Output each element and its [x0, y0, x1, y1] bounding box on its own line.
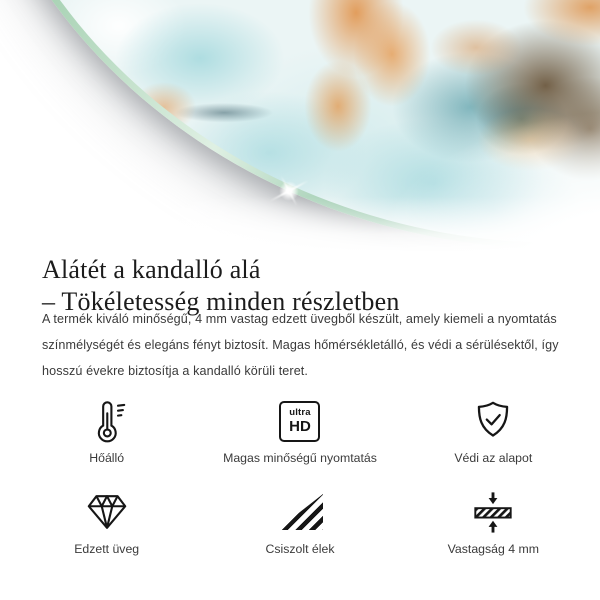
ultra-hd-icon-text-bottom: HD	[289, 417, 311, 435]
polished-edges-icon	[277, 489, 323, 535]
feature-grid	[10, 398, 590, 556]
feature-label: Hőálló	[89, 451, 125, 465]
feature-ultra-hd-print	[203, 398, 396, 465]
product-image	[0, 0, 600, 252]
feature-label: Edzett üveg	[74, 542, 140, 556]
title-line-2: – Tökéletesség minden részletben	[42, 287, 400, 317]
product-description	[42, 306, 594, 384]
shield-check-icon	[471, 398, 515, 444]
feature-thickness	[397, 489, 590, 556]
feature-polished-edges	[203, 489, 396, 556]
feature-protects-base	[397, 398, 590, 465]
thermometer-icon	[85, 398, 129, 444]
thickness-icon	[471, 489, 515, 535]
diamond-icon	[84, 489, 130, 535]
description-line: színmélységét és elegáns fényt biztosít. Magas hőmérsékletálló, és védi a sérülésektől, így	[42, 338, 559, 352]
feature-label: Védi az alapot	[454, 451, 533, 465]
ultra-hd-icon-text-top: ultra	[289, 407, 311, 419]
feature-label: Vastagság 4 mm	[447, 542, 539, 556]
ultra-hd-icon	[279, 398, 320, 444]
description-line: hosszú évekre biztosítja a kandalló körüli teret.	[42, 364, 309, 378]
feature-label: Csiszolt élek	[265, 542, 335, 556]
feature-heat-resistant	[10, 398, 203, 465]
feature-tempered-glass	[10, 489, 203, 556]
title-line-1: Alátét a kandalló alá	[42, 255, 261, 285]
description-line: A termék kiváló minőségű, 4 mm vastag edzett üvegből készült, amely kiemeli a nyomtatás	[42, 312, 557, 326]
feature-label: Magas minőségű nyomtatás	[223, 451, 377, 465]
hero-white-fade	[0, 0, 600, 252]
